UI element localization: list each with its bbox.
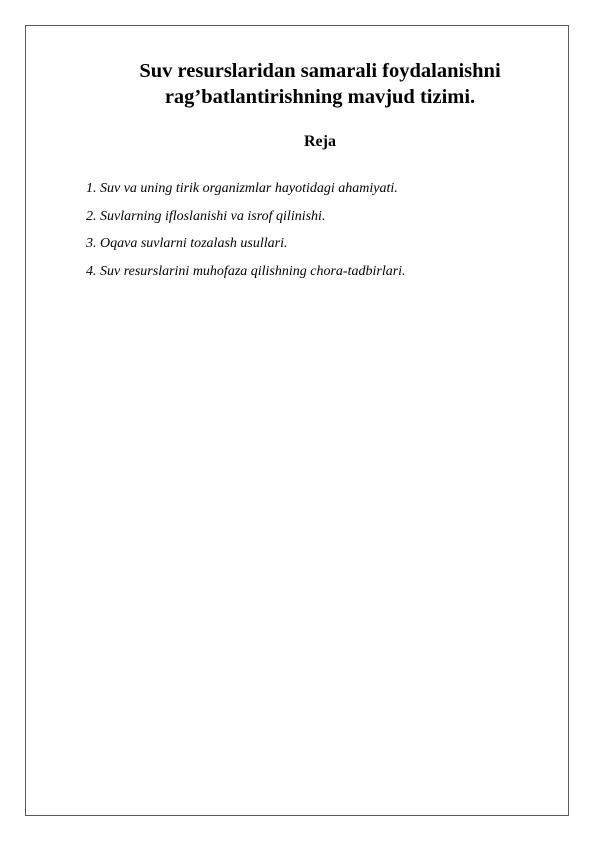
plan-item: 2. Suvlarning ifloslanishi va isrof qilinishi. bbox=[86, 208, 326, 224]
plan-item: 1. Suv va uning tirik organizmlar hayotidagi ahamiyati. bbox=[86, 181, 398, 196]
document-title bbox=[60, 58, 580, 110]
title-line-2: rag’batlantirishning mavjud tizimi. bbox=[164, 86, 476, 108]
title-line-1: Suv resurslaridan samarali foydalanishni bbox=[139, 60, 501, 82]
plan-list bbox=[86, 180, 406, 290]
plan-item: 3. Oqava suvlarni tozalash usullari. bbox=[86, 236, 288, 251]
plan-heading: Reja bbox=[304, 133, 336, 150]
plan-item: 4. Suv resurslarini muhofaza qilishning chora-tadbirlari. bbox=[86, 263, 406, 279]
